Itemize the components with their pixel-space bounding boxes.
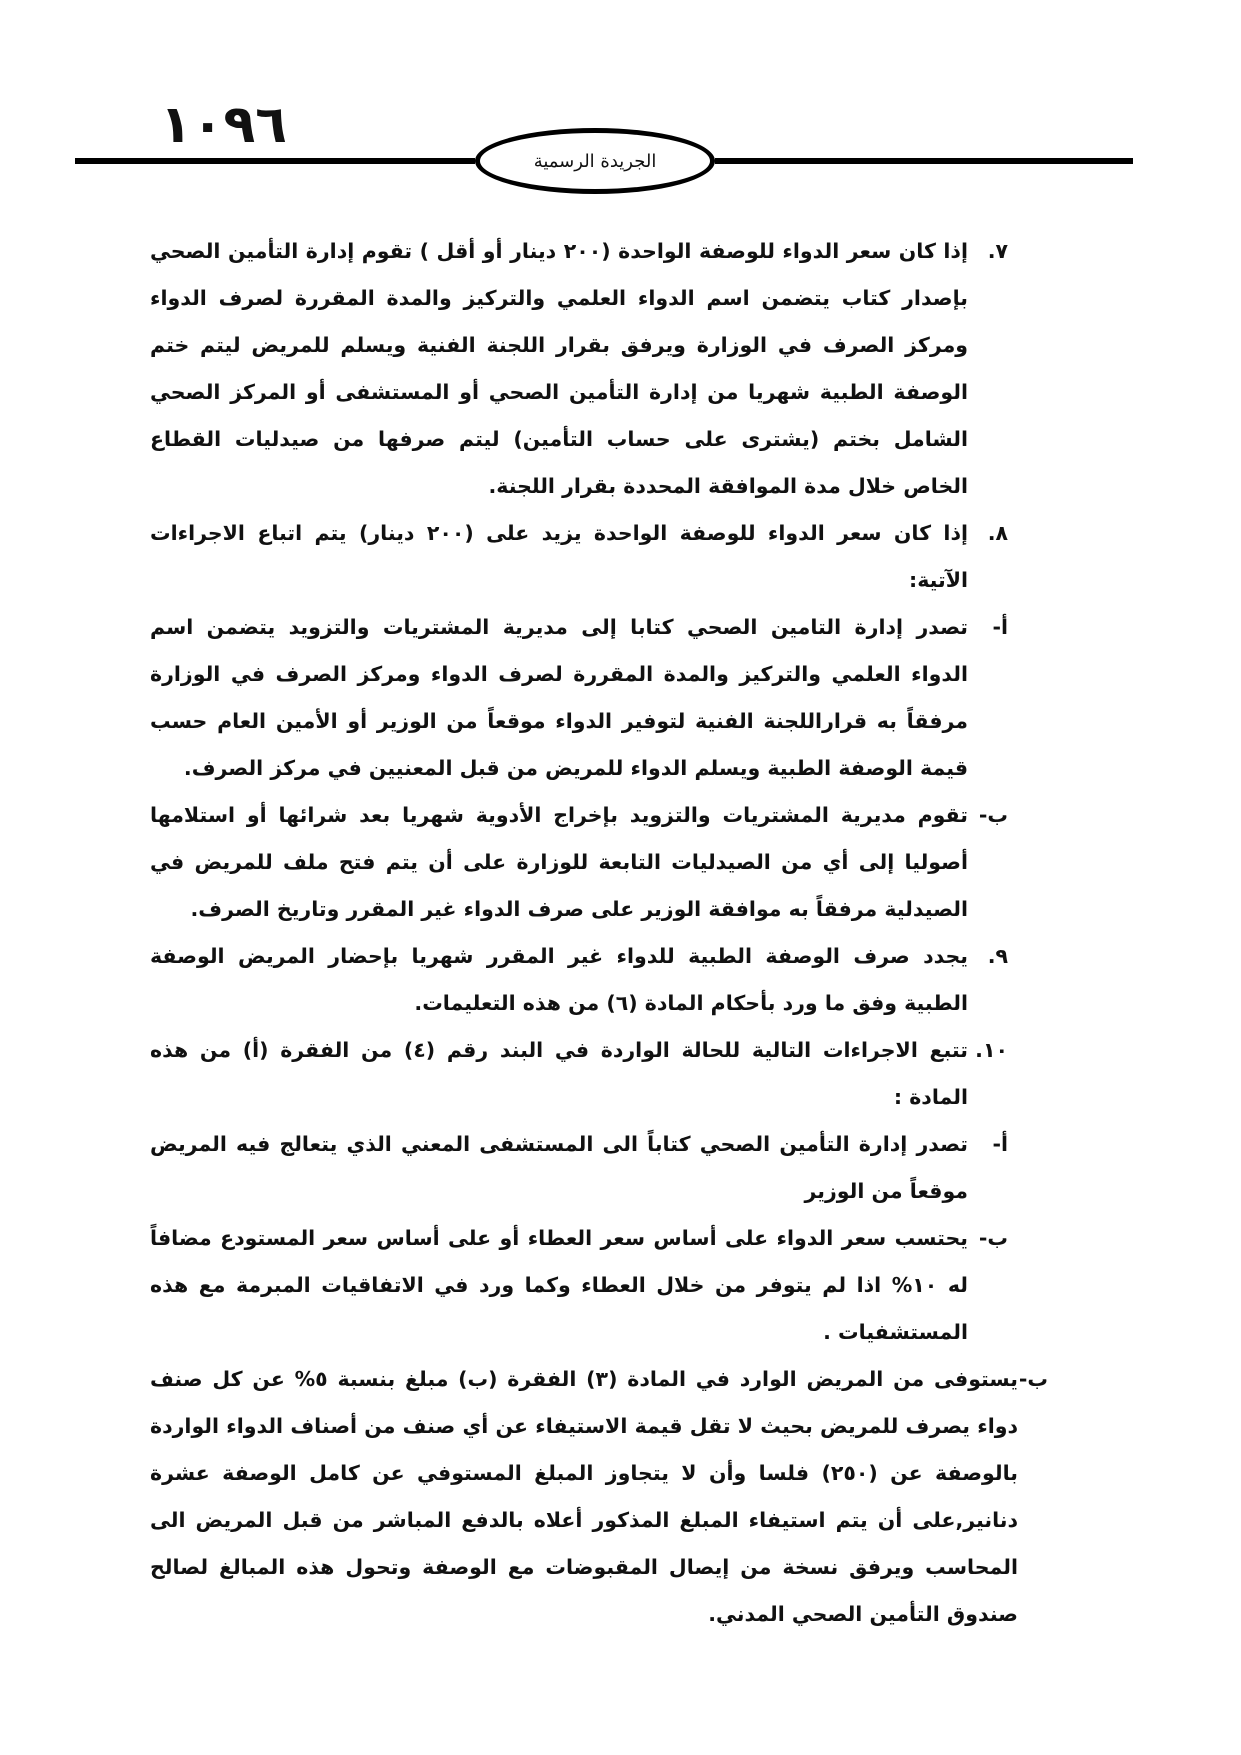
clause-8-b	[150, 792, 1008, 933]
clause-10-b-text: يحتسب سعر الدواء على أساس سعر العطاء أو على أساس سعر المستودع مضافاً له ١٠% اذا لم يتوفر من خلال العطاء وكما ورد في الاتفاقيات المبرمة مع هذه المستشفيات .	[150, 1226, 968, 1344]
clause-7-text: إذا كان سعر الدواء للوصفة الواحدة (٢٠٠ دينار أو أقل ) تقوم إدارة التأمين الصحي بإصدار كتاب يتضمن اسم الدواء العلمي والتركيز والمدة المقررة لصرف الدواء ومركز الصرف في الوزارة ويرفق بقرار اللجنة الفنية ويسلم للمريض ليتم ختم الوصفة الطبية شهريا من إدارة التأمين الصحي أو المستشفى أو المركز الصحي الشامل بختم (يشترى على حساب التأمين) ليتم صرفها من صيدليات القطاع الخاص خلال مدة الموافقة المحددة بقرار اللجنة.	[150, 239, 968, 498]
clause-8-b-letter: ب-	[978, 803, 1008, 827]
clause-9	[150, 933, 1008, 1027]
paragraph-b	[150, 1356, 1048, 1638]
clause-9-number: ٩.	[987, 944, 1008, 968]
clause-10	[150, 1027, 1008, 1121]
page-number: ١٠٩٦	[160, 95, 287, 155]
clause-8-number: ٨.	[987, 521, 1008, 545]
clause-10-text: تتبع الاجراءات التالية للحالة الواردة في البند رقم (٤) من الفقرة (أ) من هذه المادة :	[150, 1038, 968, 1109]
clause-8-a-letter: أ-	[992, 615, 1008, 639]
document-body	[150, 228, 1048, 1638]
clause-10-a	[150, 1121, 1008, 1215]
clause-9-text: يجدد صرف الوصفة الطبية للدواء غير المقرر شهريا بإحضار المريض الوصفة الطبية وفق ما ورد بأحكام المادة (٦) من هذه التعليمات.	[150, 944, 968, 1015]
clause-10-a-text: تصدر إدارة التأمين الصحي كتاباً الى المستشفى المعني الذي يتعالج فيه المريض موقعاً من الوزير	[150, 1132, 968, 1203]
masthead-oval	[475, 128, 715, 194]
clause-10-b-letter: ب-	[978, 1226, 1008, 1250]
clause-8-a-text: تصدر إدارة التامين الصحي كتابا إلى مديرية المشتريات والتزويد يتضمن اسم الدواء العلمي والتركيز والمدة المقررة لصرف الدواء ومركز الصرف في الوزارة مرفقاً به قراراللجنة الفنية لتوفير الدواء موقعاً من الوزير أو الأمين العام حسب قيمة الوصفة الطبية ويسلم الدواء للمريض من قبل المعنيين في مركز الصرف.	[150, 615, 968, 780]
clause-8	[150, 510, 1008, 604]
clause-7-number: ٧.	[987, 239, 1008, 263]
paragraph-b-letter: ب-	[1018, 1367, 1048, 1391]
clause-8-a	[150, 604, 1008, 792]
clause-8-text: إذا كان سعر الدواء للوصفة الواحدة يزيد على (٢٠٠ دينار) يتم اتباع الاجراءات الآتية:	[150, 521, 968, 592]
clause-7	[150, 228, 1008, 510]
clause-10-a-letter: أ-	[992, 1132, 1008, 1156]
clause-8-b-text: تقوم مديرية المشتريات والتزويد بإخراج الأدوية شهريا بعد شرائها أو استلامها أصوليا إلى أي من الصيدليات التابعة للوزارة على أن يتم فتح ملف للمريض في الصيدلية مرفقاً به موافقة الوزير على صرف الدواء غير المقرر وتاريخ الصرف.	[150, 803, 968, 921]
masthead-title: الجريدة الرسمية	[533, 150, 657, 172]
header-rule-left	[75, 158, 475, 164]
header-rule-right	[715, 158, 1133, 164]
paragraph-b-text: يستوفى من المريض الوارد في المادة (٣) الفقرة (ب) مبلغ بنسبة ٥% عن كل صنف دواء يصرف للمريض بحيث لا تقل قيمة الاستيفاء عن أي صنف من أصناف الدواء الواردة بالوصفة عن (٢٥٠) فلسا وأن لا يتجاوز المبلغ المستوفي عن كامل الوصفة عشرة دنانير,على أن يتم استيفاء المبلغ المذكور أعلاه بالدفع المباشر من قبل المريض الى المحاسب ويرفق نسخة من إيصال المقبوضات مع الوصفة وتحول هذه المبالغ لصالح صندوق التأمين الصحي المدني.	[150, 1367, 1018, 1626]
clause-10-b	[150, 1215, 1008, 1356]
clause-10-number: ١٠.	[975, 1038, 1008, 1062]
